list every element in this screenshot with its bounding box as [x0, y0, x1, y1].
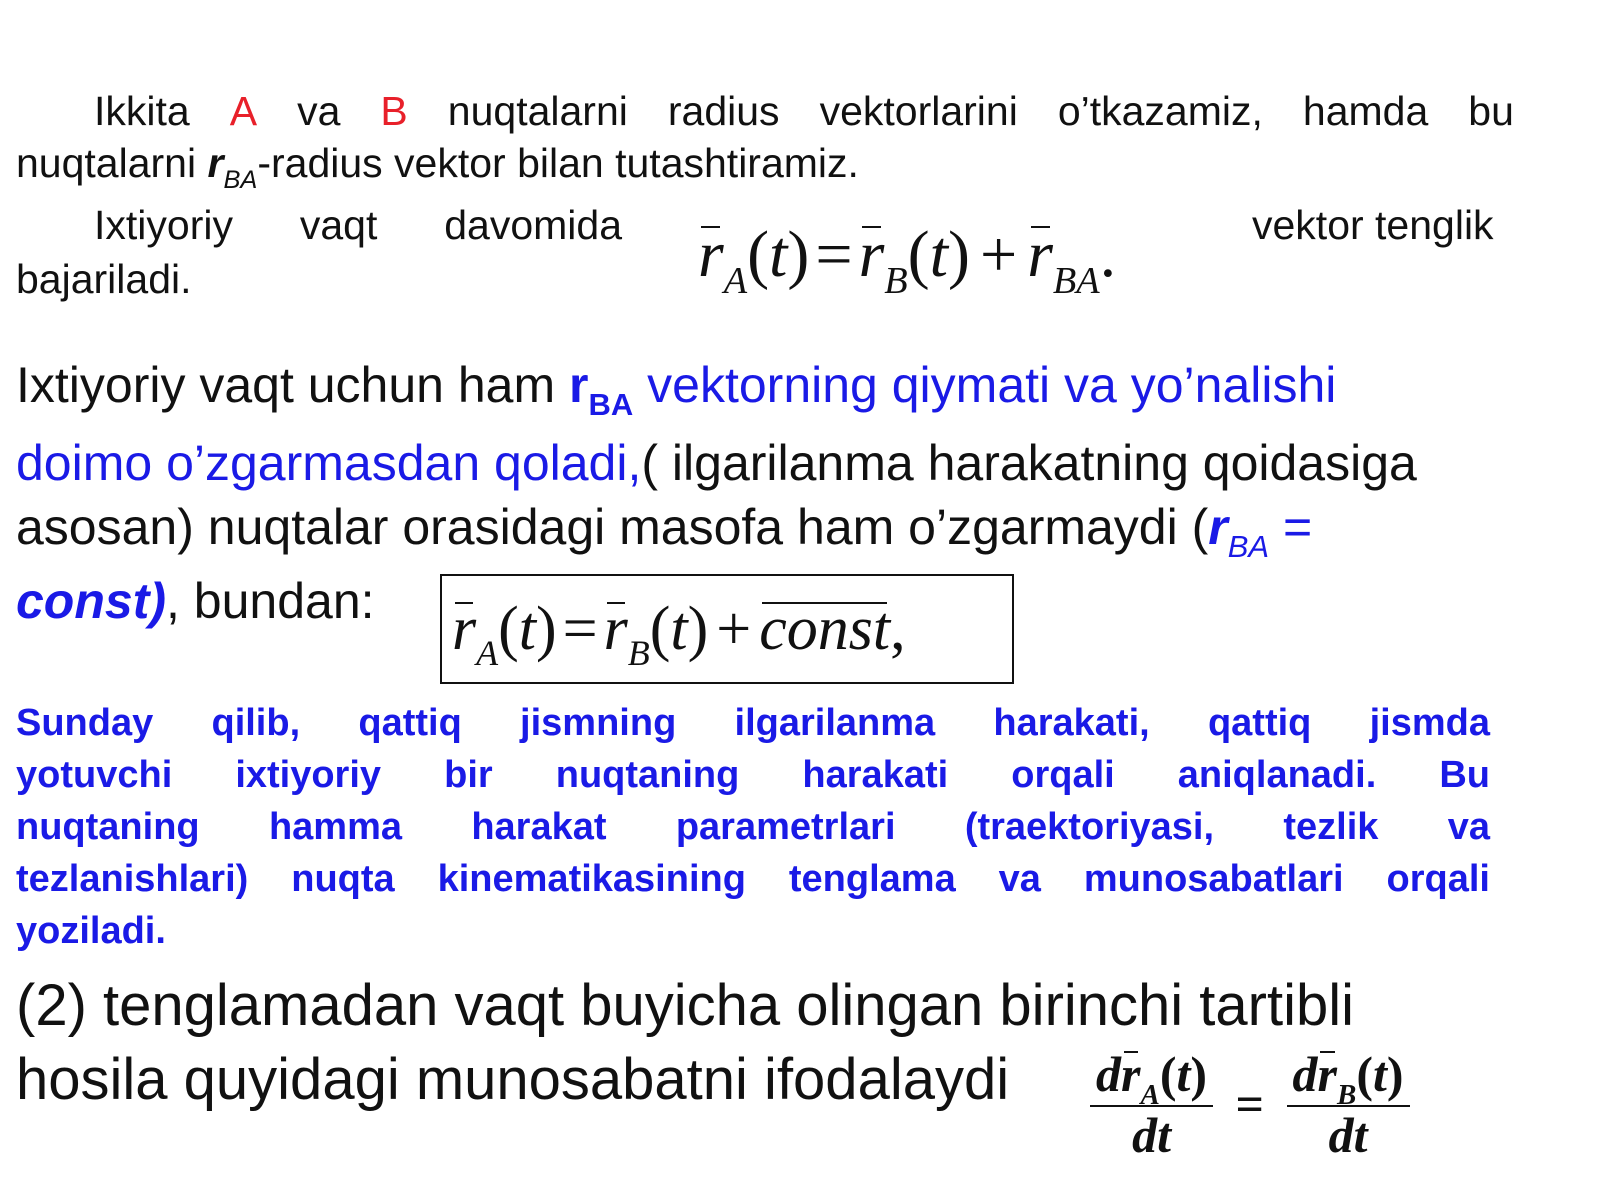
blue-text: doimo o’zgarmasdan qoladi, [16, 435, 642, 491]
fraction-right [1287, 1048, 1410, 1161]
word: qattiq [358, 702, 462, 744]
paren: ) [687, 595, 709, 663]
para1-line2 [16, 140, 859, 194]
r-symbol: r [1208, 499, 1228, 555]
t-var: t [1373, 1046, 1387, 1102]
word: harakati [802, 754, 949, 796]
word: o’tkazamiz, [1057, 88, 1263, 134]
paren: ( [747, 218, 770, 291]
subscript-ba: BA [1052, 260, 1100, 303]
word: tenglama [788, 858, 956, 900]
equals-sign: = [562, 595, 598, 663]
word: orqali [1011, 754, 1115, 796]
para3-line4 [16, 572, 375, 630]
para4-line3 [16, 806, 1490, 849]
word: nuqtalarni [447, 88, 628, 134]
equals-sign: = [1235, 1076, 1265, 1133]
word: harakati, [993, 702, 1150, 744]
t-var: t [518, 595, 536, 663]
word: qilib, [211, 702, 301, 744]
para5-line1: (2) tenglamadan vaqt buyicha olingan birinchi tartibli [16, 973, 1354, 1038]
word: yotuvchi [16, 754, 173, 796]
paren: ) [536, 595, 557, 663]
paren: ) [948, 218, 970, 291]
word: jismda [1369, 702, 1490, 744]
r-vector: r [1121, 1046, 1141, 1102]
vector-equation [698, 218, 1117, 303]
d-symbol: d [1292, 1046, 1318, 1102]
word: va [998, 858, 1041, 900]
para5-line2: hosila quyidagi munosabatni ifodalaydi [16, 1047, 1010, 1112]
r-vector: r [603, 595, 628, 663]
para3-line1 [16, 356, 1337, 423]
text: Ixtiyoriy vaqt uchun ham [16, 357, 570, 413]
word: tezlik [1283, 806, 1379, 848]
equals-sign: = [815, 218, 853, 291]
word: tezlanishlari) [16, 858, 249, 900]
numerator [1090, 1046, 1213, 1112]
plus-sign: + [979, 218, 1018, 291]
para2-line1 [94, 202, 622, 249]
r-symbol: r [207, 140, 224, 186]
plus-sign: + [716, 595, 752, 663]
paren: ) [1190, 1046, 1208, 1102]
ba-subscript: BA [1227, 529, 1270, 565]
paren: ) [787, 218, 810, 291]
const-vector: const [759, 595, 891, 663]
word: bir [444, 754, 493, 796]
word: jismning [520, 702, 677, 744]
para4-line1 [16, 702, 1490, 745]
word: radius [667, 88, 780, 134]
word: parametrlari [675, 806, 896, 848]
paren: ) [1386, 1046, 1404, 1102]
word: munosabatlari [1083, 858, 1344, 900]
para4-line5: yoziladi. [16, 910, 166, 952]
paren: ( [649, 595, 671, 663]
const-text: const) [16, 573, 166, 629]
denominator: dt [1132, 1106, 1171, 1163]
t-var: t [769, 218, 788, 291]
word: nuqta [291, 858, 395, 900]
word: nuqtaning [16, 806, 200, 848]
text: asosan) nuqtalar orasidagi masofa ham o’zgarmaydi ( [16, 499, 1209, 555]
word: aniqlanadi. [1177, 754, 1377, 796]
word: kinematikasining [437, 858, 746, 900]
word: ixtiyoriy [235, 754, 382, 796]
point-b-label: B [380, 88, 408, 134]
r-vector: r [698, 218, 724, 291]
subscript-b: B [884, 260, 908, 303]
paren: ( [907, 218, 930, 291]
r-vector: r [858, 218, 885, 291]
subscript-b: B [627, 633, 650, 674]
ba-subscript: BA [588, 387, 634, 423]
text: -radius vektor bilan tutashtiramiz. [257, 140, 859, 186]
derivative-equation [1090, 1048, 1410, 1161]
para2-right-text: vektor tenglik [1252, 202, 1494, 248]
word: harakat [471, 806, 607, 848]
r-vector: r [1317, 1046, 1337, 1102]
word: nuqtaning [555, 754, 740, 796]
comma: , [890, 595, 906, 663]
para3-line3 [16, 498, 1313, 565]
word: hamda [1302, 88, 1429, 134]
para4-line2 [16, 754, 1490, 797]
word: Ixtiyoriy [94, 202, 233, 248]
t-var: t [1176, 1046, 1191, 1102]
word: vaqt [299, 202, 378, 248]
blue-text: vektorning qiymati va yo’nalishi [633, 357, 1337, 413]
word: Bu [1439, 754, 1490, 796]
word: vektorlarini [819, 88, 1018, 134]
ba-subscript: BA [223, 165, 258, 194]
word: davomida [444, 202, 622, 248]
boxed-equation [440, 574, 1014, 684]
d-symbol: d [1096, 1046, 1121, 1102]
r-vector: r [1027, 218, 1053, 291]
word: bu [1468, 88, 1514, 134]
fraction-left [1090, 1048, 1213, 1161]
word: va [297, 88, 341, 134]
word: qattiq [1207, 702, 1312, 744]
word: Sunday [16, 702, 154, 744]
subscript-a: A [723, 260, 748, 303]
text: , bundan: [166, 573, 375, 629]
r-symbol: r [569, 357, 589, 413]
word: va [1447, 806, 1490, 848]
para4-line4 [16, 858, 1490, 901]
numerator [1287, 1046, 1410, 1112]
text: ( ilgarilanma harakatning qoidasiga [641, 435, 1417, 491]
word: (traektoriyasi, [964, 806, 1215, 848]
equals-text: = [1269, 499, 1313, 555]
t-var: t [670, 595, 688, 663]
word: Ikkita [94, 88, 190, 134]
subscript-a: A [476, 633, 499, 674]
paren: ( [1356, 1046, 1373, 1102]
para1-line1 [94, 88, 1514, 135]
text: nuqtalarni [16, 140, 208, 186]
para3-line2 [16, 434, 1417, 492]
paren: ( [1159, 1046, 1177, 1102]
equation-content [452, 595, 906, 674]
paren: ( [498, 595, 519, 663]
subscript-b: B [1337, 1079, 1357, 1112]
subscript-a: A [1140, 1079, 1160, 1112]
point-a-label: A [229, 88, 258, 134]
denominator: dt [1328, 1106, 1368, 1163]
word: orqali [1386, 858, 1490, 900]
r-vector: r [452, 595, 477, 663]
word: ilgarilanma [734, 702, 936, 744]
word: hamma [268, 806, 402, 848]
para2-line2: bajariladi. [16, 256, 192, 302]
period: . [1099, 218, 1117, 291]
t-var: t [929, 218, 948, 291]
